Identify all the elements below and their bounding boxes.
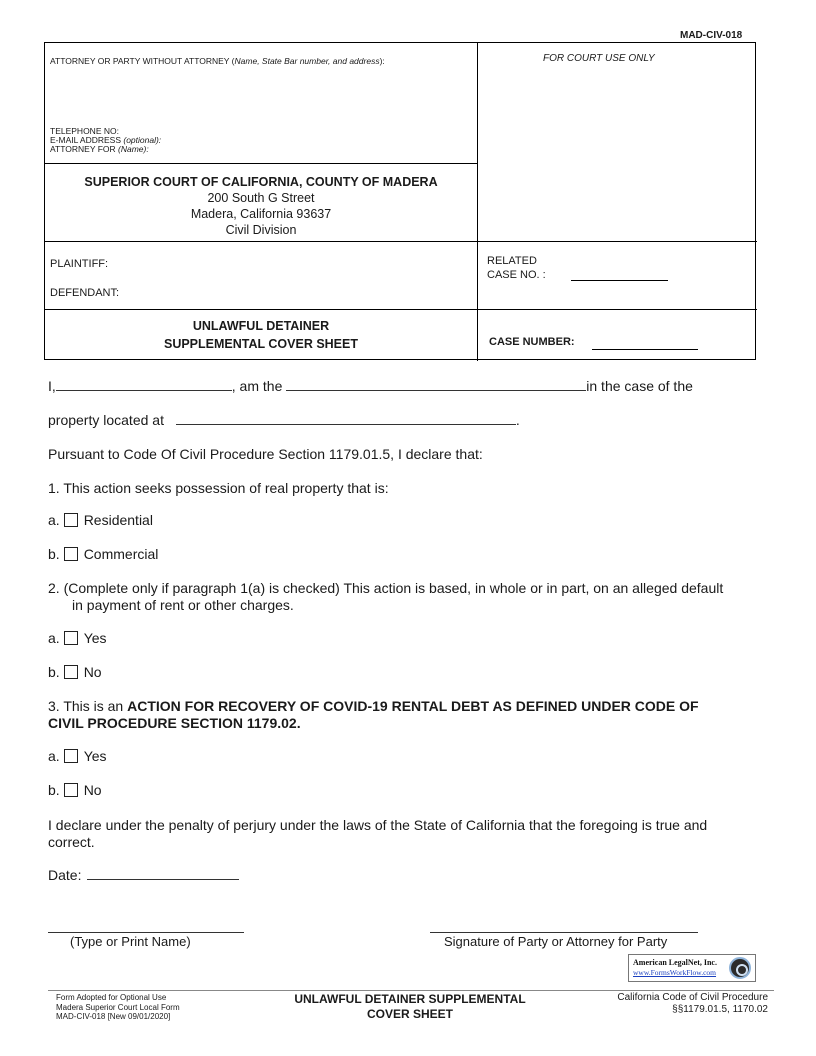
item-2-yes-checkbox[interactable] bbox=[64, 631, 78, 645]
court-street: 200 South G Street bbox=[207, 191, 315, 205]
item-3-bold-line-1: ACTION FOR RECOVERY OF COVID-19 RENTAL DEBT AS DEFINED UNDER CODE OF bbox=[127, 698, 699, 714]
item-2-yes-label: Yes bbox=[83, 630, 107, 646]
plaintiff-label: PLAINTIFF: bbox=[50, 258, 109, 270]
attorney-for-label: ATTORNEY FOR (Name): bbox=[50, 144, 149, 154]
attorney-label: ATTORNEY OR PARTY WITHOUT ATTORNEY (Name, State Bar number, and address): bbox=[50, 56, 385, 66]
court-name: SUPERIOR COURT OF CALIFORNIA, COUNTY OF MADERA bbox=[84, 175, 438, 189]
intro-i: I, bbox=[48, 378, 56, 394]
item-2b bbox=[48, 664, 102, 680]
item-3-no-checkbox[interactable] bbox=[64, 783, 78, 797]
declaration-line-2: correct. bbox=[48, 834, 95, 850]
pursuant-text: Pursuant to Code Of Civil Procedure Section 1179.01.5, I declare that: bbox=[48, 446, 483, 462]
item-1a bbox=[48, 512, 153, 528]
item-2-line-1: 2. (Complete only if paragraph 1(a) is checked) This action is based, in whole or in part, on an alleged default bbox=[48, 580, 724, 596]
declaration-text bbox=[48, 817, 707, 851]
item-3-yes-label: Yes bbox=[83, 748, 107, 764]
item-2a bbox=[48, 630, 107, 646]
form-number: MAD-CIV-018 bbox=[680, 30, 743, 41]
item-3-no-label: No bbox=[83, 782, 102, 798]
form-title-line-2: SUPPLEMENTAL COVER SHEET bbox=[163, 337, 358, 351]
print-name-field[interactable] bbox=[48, 932, 244, 933]
caption-box bbox=[44, 42, 756, 360]
footer-left-line-2: Madera Superior Court Local Form bbox=[56, 1002, 180, 1012]
property-line bbox=[48, 412, 520, 428]
commercial-label: Commercial bbox=[83, 546, 159, 562]
date-field[interactable] bbox=[87, 867, 239, 880]
caption-divider-mid bbox=[477, 241, 478, 309]
footer-right-line-2: §§1179.01.5, 1170.02 bbox=[672, 1004, 768, 1015]
item-2-text bbox=[48, 580, 723, 614]
related-case-number-field[interactable] bbox=[571, 280, 668, 281]
item-1b bbox=[48, 546, 158, 562]
caption-divider-upper bbox=[477, 43, 478, 241]
email-label: E-MAIL ADDRESS (optional): bbox=[50, 135, 162, 145]
logo-url-link[interactable]: www.FormsWorkFlow.com bbox=[633, 968, 717, 977]
item-3-yes-checkbox[interactable] bbox=[64, 749, 78, 763]
intro-am-the: , am the bbox=[231, 378, 283, 394]
item-3-text bbox=[48, 698, 699, 732]
parties-title-divider bbox=[45, 309, 757, 310]
footer-right bbox=[560, 992, 768, 1016]
date-label: Date: bbox=[48, 867, 82, 883]
related-case-label bbox=[487, 254, 546, 282]
footer-divider bbox=[48, 990, 774, 991]
declaration-line-1: I declare under the penalty of perjury under the laws of the State of California that the foregoing is true and bbox=[48, 817, 708, 833]
residential-checkbox[interactable] bbox=[64, 513, 78, 527]
item-1b-prefix: b. bbox=[48, 546, 60, 562]
property-label: property located at bbox=[48, 412, 164, 428]
form-title bbox=[45, 317, 477, 353]
declarant-role-field[interactable] bbox=[286, 378, 586, 391]
item-3-bold-line-2: CIVIL PROCEDURE SECTION 1179.02. bbox=[48, 715, 301, 731]
item-2-line-2: in payment of rent or other charges. bbox=[72, 597, 294, 613]
telephone-label: TELEPHONE NO: bbox=[50, 126, 119, 136]
footer-title-line-1: UNLAWFUL DETAINER SUPPLEMENTAL bbox=[294, 992, 526, 1006]
court-parties-divider bbox=[45, 241, 757, 242]
caption-divider-lower bbox=[477, 309, 478, 361]
item-3-prefix: 3. This is an bbox=[48, 698, 128, 714]
globe-logo-icon bbox=[729, 957, 751, 979]
item-3a bbox=[48, 748, 107, 764]
footer-right-line-1: California Code of Civil Procedure bbox=[617, 992, 768, 1003]
contact-labels bbox=[50, 127, 161, 154]
american-legalnet-logo bbox=[628, 954, 756, 982]
intro-case-of: in the case of the bbox=[586, 378, 693, 394]
item-2-no-checkbox[interactable] bbox=[64, 665, 78, 679]
item-2b-prefix: b. bbox=[48, 664, 60, 680]
item-1-text: 1. This action seeks possession of real property that is: bbox=[48, 480, 389, 496]
signature-field[interactable] bbox=[430, 932, 698, 933]
residential-label: Residential bbox=[83, 512, 153, 528]
intro-line bbox=[48, 378, 693, 394]
item-3a-prefix: a. bbox=[48, 748, 60, 764]
item-2a-prefix: a. bbox=[48, 630, 60, 646]
defendant-label: DEFENDANT: bbox=[50, 287, 120, 299]
form-title-line-1: UNLAWFUL DETAINER bbox=[192, 319, 330, 333]
court-use-label: FOR COURT USE ONLY bbox=[543, 53, 655, 64]
case-number-label: CASE NUMBER: bbox=[489, 336, 575, 348]
commercial-checkbox[interactable] bbox=[64, 547, 78, 561]
property-period: . bbox=[515, 412, 520, 428]
property-address-field[interactable] bbox=[176, 412, 516, 425]
print-name-caption: (Type or Print Name) bbox=[70, 934, 191, 949]
footer-left-line-3: MAD-CIV-018 [New 09/01/2020] bbox=[56, 1012, 171, 1021]
footer-left-line-1: Form Adopted for Optional Use bbox=[56, 993, 167, 1002]
item-1a-prefix: a. bbox=[48, 512, 60, 528]
item-2-no-label: No bbox=[83, 664, 102, 680]
signature-caption: Signature of Party or Attorney for Party bbox=[444, 934, 668, 949]
court-division: Civil Division bbox=[225, 223, 297, 237]
court-block bbox=[45, 174, 477, 238]
footer-title-line-2: COVER SHEET bbox=[366, 1007, 453, 1021]
case-number-field[interactable] bbox=[592, 349, 698, 350]
related-line-2: CASE NO. : bbox=[487, 269, 546, 281]
logo-company-name: American LegalNet, Inc. bbox=[633, 958, 717, 967]
attorney-court-divider bbox=[45, 163, 477, 164]
item-3b-prefix: b. bbox=[48, 782, 60, 798]
related-line-1: RELATED bbox=[487, 255, 537, 267]
item-3b bbox=[48, 782, 102, 798]
footer-left bbox=[56, 993, 180, 1022]
court-city: Madera, California 93637 bbox=[190, 207, 332, 221]
declarant-name-field[interactable] bbox=[56, 378, 232, 391]
date-line bbox=[48, 867, 239, 883]
footer-title bbox=[270, 992, 550, 1022]
